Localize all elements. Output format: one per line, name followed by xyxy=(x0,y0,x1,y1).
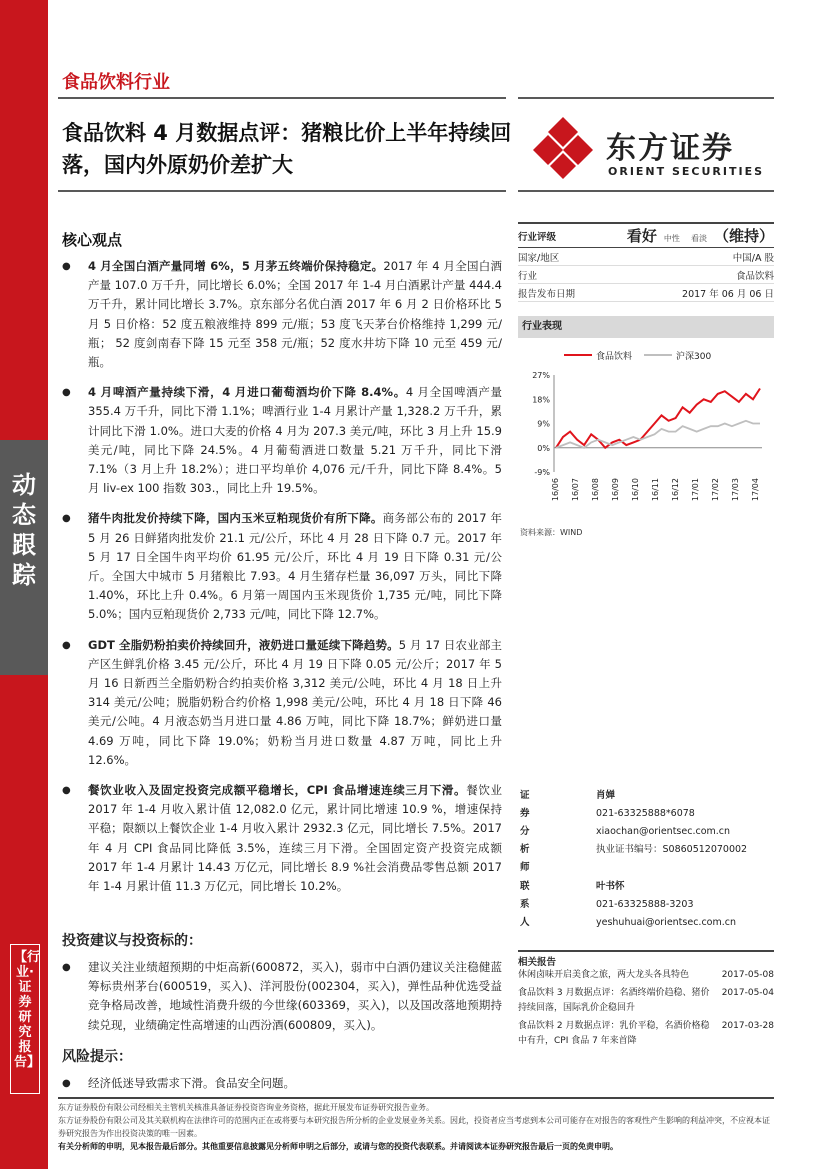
report-title: 食品饮料 4 月数据点评：猪粮比价上半年持续回落，国内外原奶价差扩大 xyxy=(62,121,512,177)
report-type-label: 动态跟踪 xyxy=(12,471,36,589)
analyst-phone: 021-63325888*6078 xyxy=(596,808,695,819)
x-tick-label: 17/03 xyxy=(731,478,740,502)
header-rule-right xyxy=(518,97,774,99)
bullet-item xyxy=(62,383,502,498)
bullet-item xyxy=(62,257,502,372)
analyst-email[interactable]: xiaochan@orientsec.com.cn xyxy=(596,826,731,837)
y-tick-label: 9% xyxy=(537,419,550,429)
x-tick-label: 16/09 xyxy=(611,478,620,502)
rating-opt-neutral: 中性 xyxy=(663,234,680,243)
x-tick-label: 16/12 xyxy=(671,478,680,502)
y-tick-label: -9% xyxy=(534,468,550,477)
logo-mark-icon xyxy=(528,115,598,185)
info-row: 国家/地区 中国/A 股 xyxy=(518,248,774,266)
bullet-text: 商务部公布的 2017 年 5 月 26 日鲜猪肉批发价 21.1 元/公斤，环比 4 月 28 日下降 0.7 元。2017 年 5 月 17 日全国牛肉平均价 61.95 元/公斤，环比 4 月 19 日下降 0.31 元/公斤。全国大中城市 5 月猪粮比 7.93。4 月生猪存栏量 36,097 万头，同比下降 1.40%，环比上升 0.4%。6 月第一周国内玉米现货价 1,735 元/吨，同比下降 5.0%；国内豆粕现货价 2,733 元/吨，同比下降 12.7%。 xyxy=(88,511,503,622)
analyst-label: 证券分析师 xyxy=(520,790,530,873)
y-tick-label: 18% xyxy=(532,395,550,405)
analyst-cert: 执业证书编号：S0860512070002 xyxy=(596,844,748,855)
header-rule-left xyxy=(58,97,506,99)
footer-line: 东方证券股份有限公司及其关联机构在法律许可的范围内正在或将要与本研究报告所分析的企业发展业务关系。因此，投资者应当考虑到本公司可能存在对报告的客观性产生影响的利益冲突，不应视本证券研究报告为作出投资决策的唯一因素。 xyxy=(58,1116,770,1138)
related-item[interactable]: 食品饮料 3 月数据点评：名酒终端价趋稳、猪价持续回落，国际乳价企稳回升 2017-05-04 xyxy=(518,988,774,1013)
bullet-bold: GDT 全脂奶粉拍卖价持续回升，液奶进口量延续下降趋势。 xyxy=(88,637,399,652)
series-line-food-beverage xyxy=(556,389,760,448)
risk-heading: 风险提示： xyxy=(62,1048,132,1065)
legend-label: 食品饮料 xyxy=(596,352,633,362)
core-bullets xyxy=(62,257,502,907)
chart-title: 行业表现 xyxy=(518,316,774,338)
info-row: 行业 食品饮料 xyxy=(518,266,774,284)
bullet-item xyxy=(62,781,502,896)
rating-status: （维持） xyxy=(713,227,774,245)
x-tick-label: 16/06 xyxy=(551,478,560,502)
analyst-name: 肖婵 xyxy=(596,790,616,801)
bullet-bold: 4 月啤酒产量持续下滑，4 月进口葡萄酒均价下降 8.4%。 xyxy=(88,385,406,400)
bullet-bold: 4 月全国白酒产量同增 6%，5 月茅五终端价保持稳定。 xyxy=(88,259,384,273)
related-list xyxy=(518,968,774,1052)
related-item[interactable]: 食品饮料 2 月数据点评：乳价平稳，名酒价格稳中有升，CPI 食品 7 年来首降 2017-03-28 xyxy=(518,1021,774,1046)
report-category-label: 【行业·证券研究报告】 xyxy=(14,950,41,1070)
bullet-text: 餐饮业 2017 年 1-4 月收入累计值 12,082.0 亿元，累计同比增速 10.9 %，增速保持平稳；限额以上餐饮企业 1-4 月收入累计 2932.3 亿元，同比增长 7.5%。2017 年 4 月 CPI 食品同比降低 3.5%，连续三月下滑。全国固定资产投资完成额 2017 年 1-4 月累计 14.43 万亿元，同比增长 8.9 %社会消费品零售总额 2017 年 1-4 月累计值 11.3 万亿元，同比增长 10.2%。 xyxy=(88,783,503,894)
bullet-text: 2017 年 4 月全国白酒产量 107.0 万千升，同比增长 6.0%；全国 2017 年 1-4 月白酒累计产量 444.4 万千升，累计同比增长 3.7%。京东部分名优白酒 2017 年 6 月 2 日价格环比 5 月 5 日价格：52 度五粮液维持 899 元/瓶；53 度飞天茅台价格维持 1,299 元/瓶； 52 度剑南春下降 15 元至 358 元/瓶；52 度水井坊下降 10 元至 459 元/瓶。 xyxy=(88,259,502,370)
rating-table xyxy=(518,222,774,302)
series-line-csi300 xyxy=(556,421,760,448)
disclaimer-footer xyxy=(58,1097,774,1153)
x-tick-label: 17/04 xyxy=(751,478,760,502)
related-item[interactable]: 休闲卤味开启美食之旅，两大龙头各具特色 2017-05-08 xyxy=(518,970,774,980)
logo-text-cn: 东方证券 xyxy=(606,131,734,166)
contact-label: 联系人 xyxy=(520,881,530,928)
x-tick-label: 16/07 xyxy=(571,478,580,502)
invest-heading: 投资建议与投资标的： xyxy=(62,933,202,949)
bullet-text: 4 月全国啤酒产量 355.4 万千升，同比下滑 1.1%；啤酒行业 1-4 月累计产量 1,328.2 万千升，累计同比下滑 1.0%。进口大麦的价格 4 月为 207.3 美元/吨，环比 3 月上升 15.9 美元/吨，同比下降 24.5%。4 月葡萄酒进口数量 5.21 万千升，同比下滑 7.1%（3 月上升 18.2%）；进口平均单价 4,076 元/千升，同比下降 8.4%。5 月 liv-ex 100 指数 303.，同比上升 19.5%。 xyxy=(88,385,502,496)
rating-value: 看好 xyxy=(626,227,657,245)
contact-phone: 021-63325888-3203 xyxy=(596,899,694,910)
industry-performance-chart xyxy=(518,340,774,520)
y-tick-label: 27% xyxy=(532,371,550,380)
legend-label: 沪深300 xyxy=(676,352,712,362)
rating-label: 行业评级 xyxy=(518,231,557,243)
industry-label: 食品饮料行业 xyxy=(62,72,170,93)
logo-text-en: ORIENT SECURITIES xyxy=(608,165,765,178)
footer-line: 东方证券股份有限公司经相关主管机关核准具备证券投资咨询业务资格，据此开展发布证券研究报告业务。 xyxy=(58,1103,434,1112)
rating-row xyxy=(518,222,774,248)
y-tick-label: 0% xyxy=(537,443,550,453)
logo-rule xyxy=(518,190,774,192)
info-row: 报告发布日期 2017 年 06 月 06 日 xyxy=(518,284,774,302)
risk-text: ● 经济低迷导致需求下滑。食品安全问题。 xyxy=(62,1074,502,1093)
chart-source: 资料来源：WIND xyxy=(520,528,583,537)
contact-email[interactable]: yeshuhuai@orientsec.com.cn xyxy=(596,917,736,928)
invest-section xyxy=(62,933,502,1104)
bullet-item xyxy=(62,509,502,624)
invest-text: ● 建议关注业绩超预期的中炬高新(600872，买入)，弱市中白酒仍建议关注稳健蓝筹标贵州茅台(600519，买入)、洋河股份(002304，买入)，弹性品种优选受益竞争格局改善，地域性消费升级的今世缘(603369，买入)，以及国改落地预期持续兑现，业绩确定性高增速的山西汾酒(600809，买入)。 xyxy=(62,958,502,1035)
title-rule xyxy=(58,190,506,192)
x-tick-label: 16/11 xyxy=(651,478,660,502)
bullet-bold: 猪牛肉批发价持续下降，国内玉米豆粕现货价有所下降。 xyxy=(88,511,383,526)
x-tick-label: 17/02 xyxy=(711,478,720,502)
contact-name: 叶书怀 xyxy=(596,881,625,892)
x-tick-label: 17/01 xyxy=(691,478,700,502)
related-heading: 相关报告 xyxy=(518,950,774,968)
rating-opt-bearish: 看淡 xyxy=(690,234,707,243)
x-tick-label: 16/10 xyxy=(631,478,640,502)
company-logo xyxy=(528,115,778,185)
core-heading: 核心观点 xyxy=(62,231,123,249)
bullet-bold: 餐饮业收入及固定投资完成额平稳增长，CPI 食品增速连续三月下滑。 xyxy=(88,783,467,798)
bullet-text: 5 月 17 日农业部主产区生鲜乳价格 3.45 元/公斤，环比 4 月 19 日下降 0.05 元/公斤；2017 年 5 月 16 日新西兰全脂奶粉合约拍卖价格 3,312 美元/公吨，环比 4 月 18 日上升 314 美元/公吨；脱脂奶粉合约价格 1,998 美元/公吨，环比 4 月 18 日下降 46 美元/公吨。4 月液态奶当月进口量 4.86 万吨，同比下降 18.7%；鲜奶进口量 4.69 万吨，同比下降 19.0%；奶粉当月进口数量 4.87 万吨，同比上升 12.6%。 xyxy=(88,637,502,767)
bullet-item xyxy=(62,636,502,770)
x-tick-label: 16/08 xyxy=(591,478,600,502)
footer-line: 有关分析师的申明，见本报告最后部分。其他重要信息披露见分析师申明之后部分，或请与您的投资代表联系。并请阅读本证券研究报告最后一页的免责申明。 xyxy=(58,1142,618,1151)
